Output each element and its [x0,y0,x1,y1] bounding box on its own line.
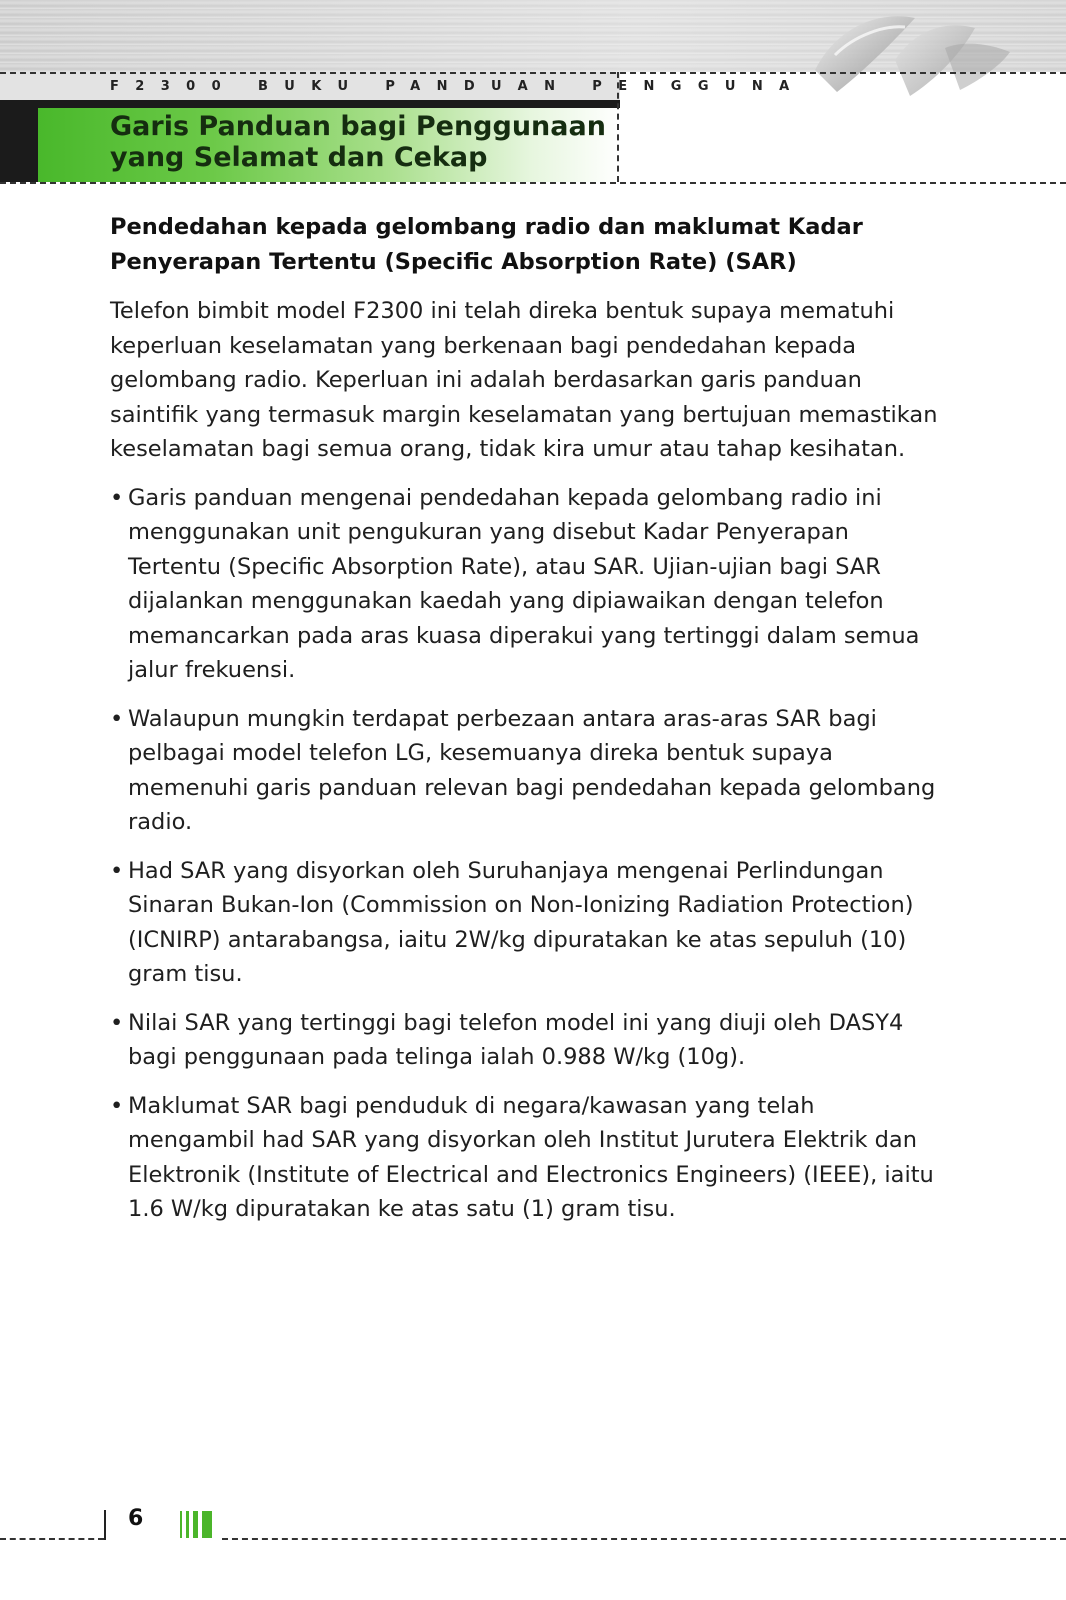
sar-bullet-list [110,481,940,1227]
bullet-icon: • [110,484,124,511]
bullet-item-4 [110,1006,940,1075]
bullet-item-5 [110,1089,940,1227]
bullet-text: Had SAR yang disyorkan oleh Suruhanjaya mengenai Perlindungan Sinaran Bukan-Ion (Commission on Non-Ionizing Radiation Protection) (ICNIRP) antarabangsa, iaitu 2W/kg dipuratakan ke atas sepuluh (10) gram tisu. [128,857,914,987]
footer-divider-right [222,1538,1066,1540]
section-title [110,111,606,173]
intro-paragraph: Telefon bimbit model F2300 ini telah direka bentuk supaya mematuhi keperluan keselamatan yang berkenaan bagi pendedahan kepada gelombang radio. Keperluan ini adalah berdasarkan garis panduan saintifik yang termasuk margin keselamatan yang bertujuan memastikan keselamatan bagi semua orang, tidak kira umur atau tahap kesihatan. [110,298,938,462]
footer-divider-left [0,1538,104,1540]
header-divider [0,72,1066,74]
bullet-text: Nilai SAR yang tertinggi bagi telefon model ini yang diuji oleh DASY4 bagi penggunaan pada telinga ialah 0.988 W/kg (10g). [128,1009,904,1070]
bullet-item-3 [110,854,940,992]
bullet-icon: • [110,857,124,884]
bullet-icon: • [110,1092,124,1119]
section-title-line1: Garis Panduan bagi Penggunaan [110,111,606,142]
page-number: 6 [128,1506,144,1531]
bullet-text: Walaupun mungkin terdapat perbezaan antara aras-aras SAR bagi pelbagai model telefon LG, kesemuanya direka bentuk supaya memenuhi garis panduan relevan bagi pendedahan kepada gelombang radio. [128,705,936,835]
bullet-icon: • [110,705,124,732]
title-vertical-divider [617,72,619,182]
page-marker-bars-icon [180,1511,220,1538]
sar-subheading: Pendedahan kepada gelombang radio dan maklumat Kadar Penyerapan Tertentu (Specific Absorption Rate) (SAR) [110,214,863,275]
title-dark-bar [0,100,620,108]
title-dark-side [0,100,38,182]
footer-tick [104,1510,106,1540]
title-divider [0,182,1066,184]
bullet-icon: • [110,1009,124,1036]
manual-title: F2300 BUKU PANDUAN PENGGUNA [110,79,806,94]
bullet-item-1 [110,481,940,688]
bullet-item-2 [110,702,940,840]
section-title-line2: yang Selamat dan Cekap [110,142,488,173]
main-content [110,210,940,1241]
bullet-text: Maklumat SAR bagi penduduk di negara/kawasan yang telah mengambil had SAR yang disyorkan oleh Institut Jurutera Elektrik dan Elektronik (Institute of Electrical and Electronics Engineers) (IEEE), iaitu 1.6 W/kg dipuratakan ke atas satu (1) gram tisu. [128,1092,934,1222]
bullet-text: Garis panduan mengenai pendedahan kepada gelombang radio ini menggunakan unit pengukuran yang disebut Kadar Penyerapan Tertentu (Specific Absorption Rate), atau SAR. Ujian-ujian bagi SAR dijalankan menggunakan kaedah yang dipiawaikan dengan telefon memancarkan pada aras kuasa diperakui yang tertinggi dalam semua jalur frekuensi. [128,484,920,683]
phone-illustration-icon [775,0,1066,100]
